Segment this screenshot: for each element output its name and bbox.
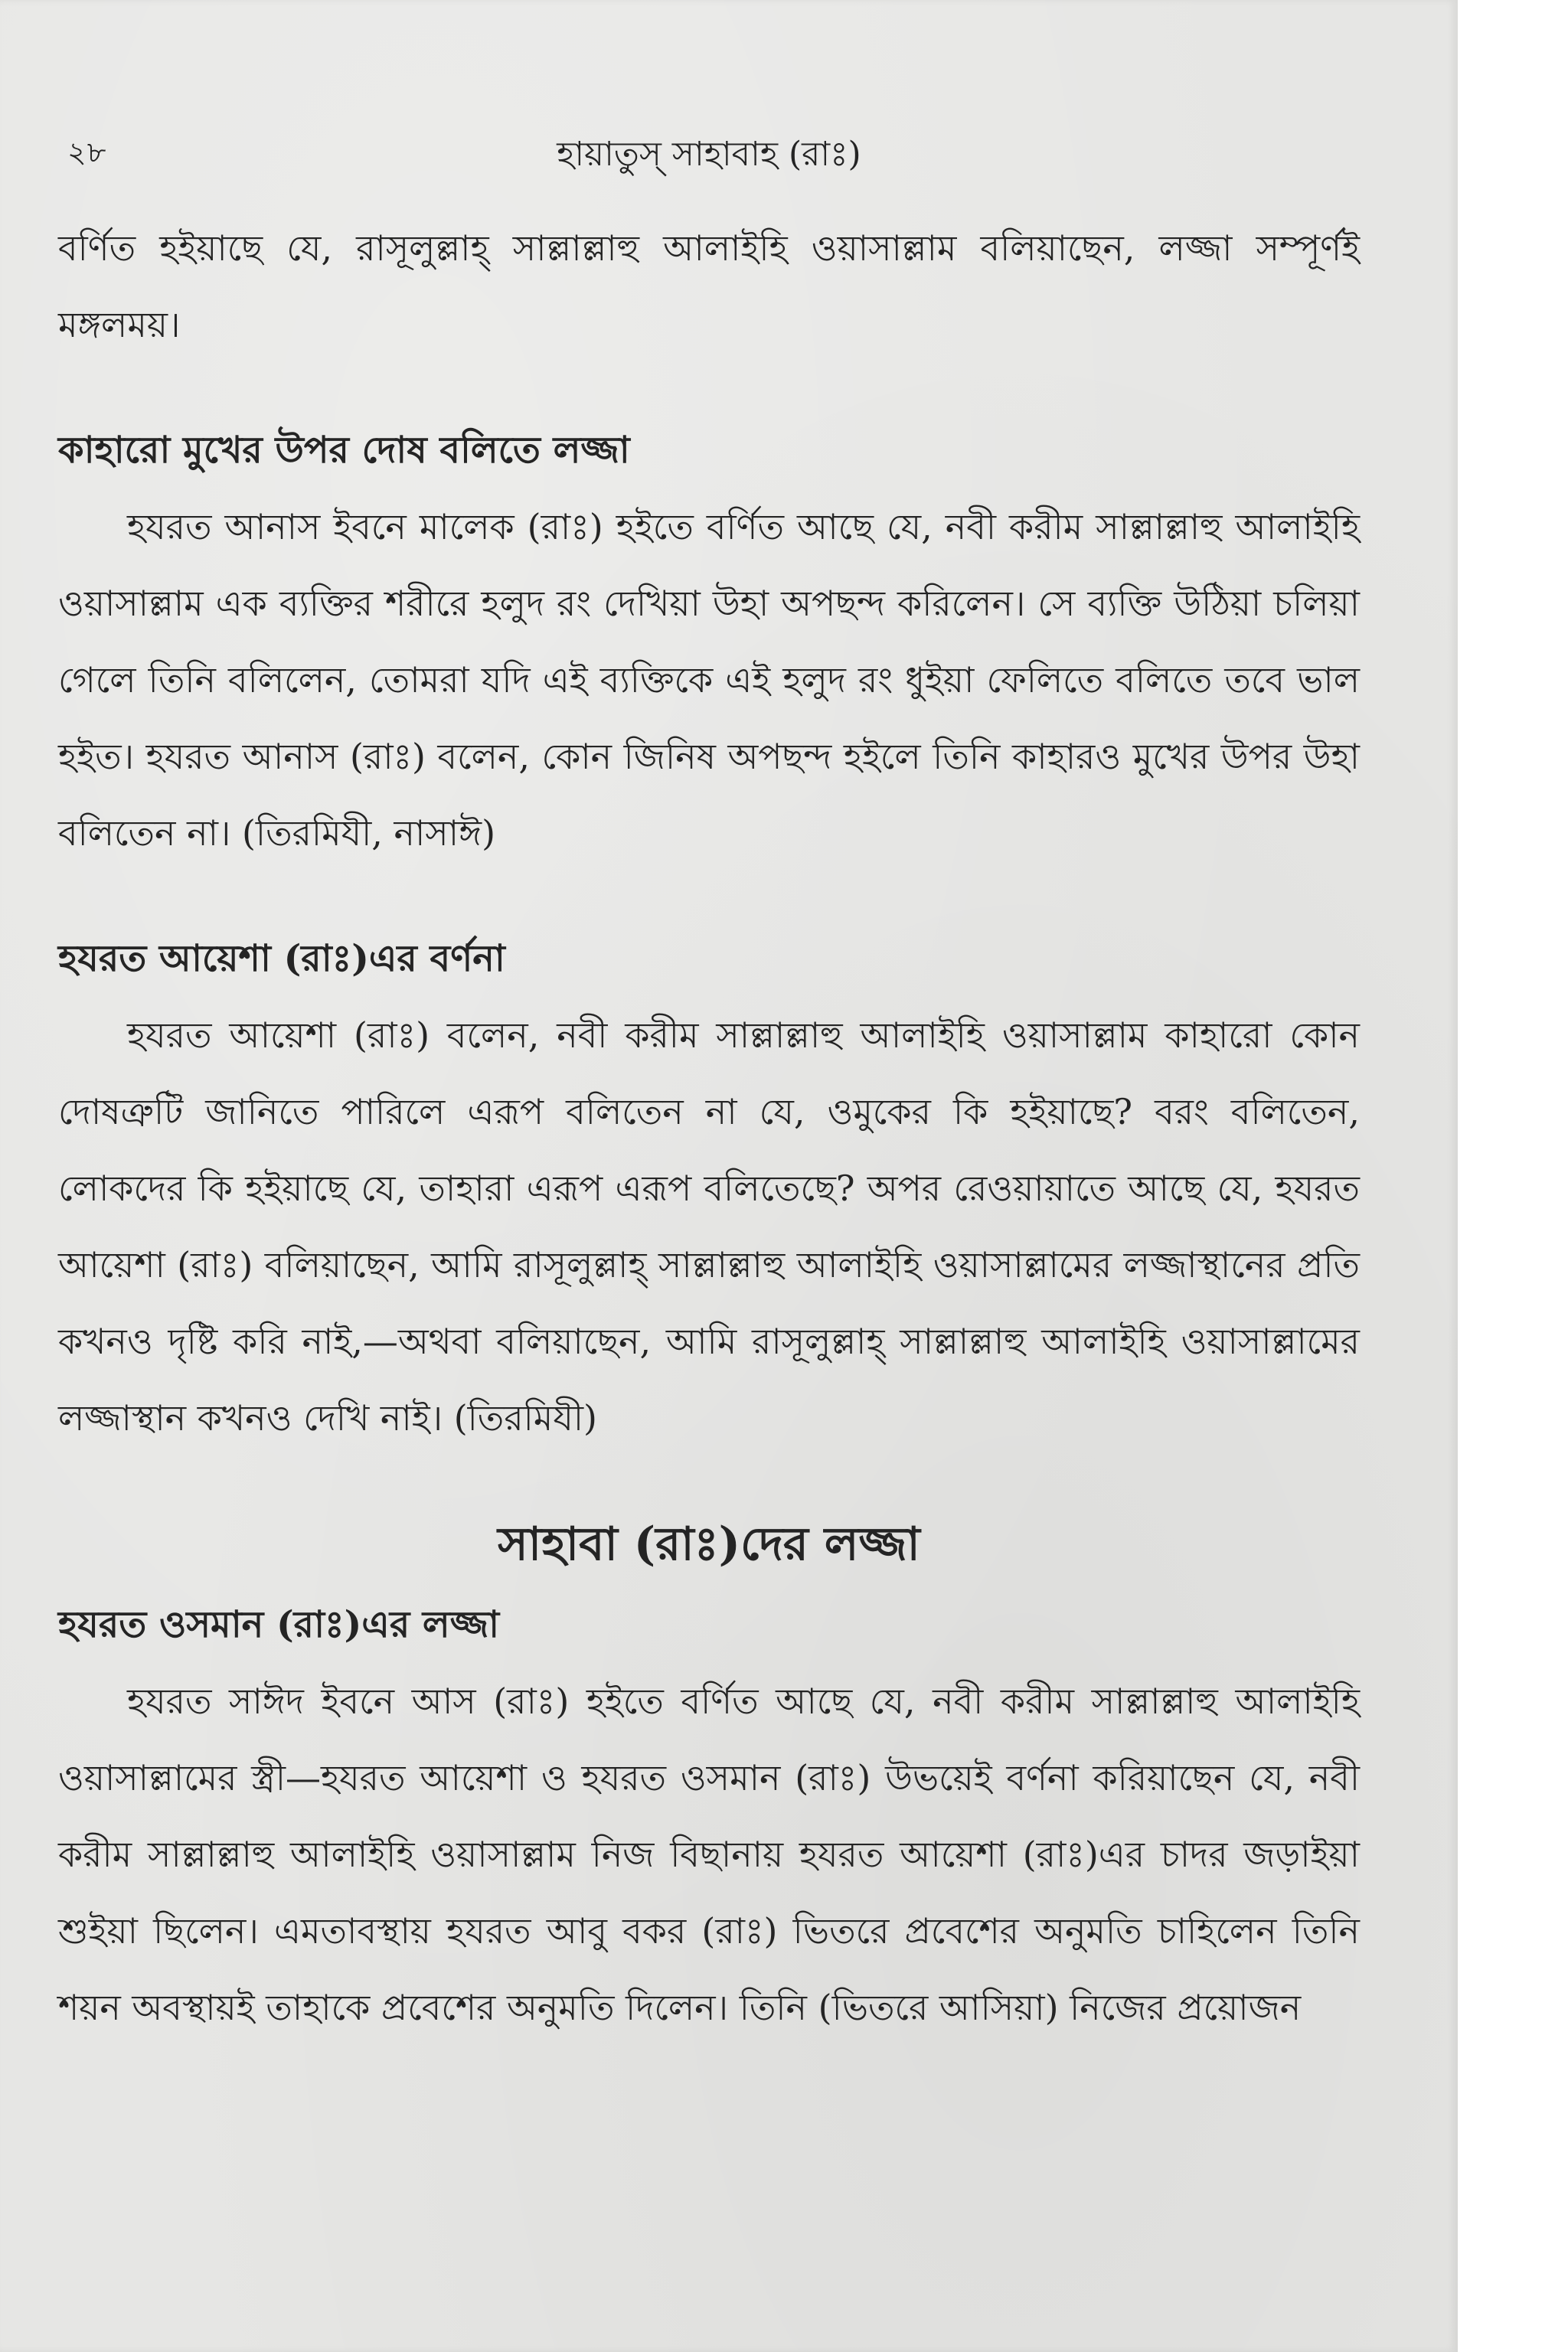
intro-paragraph: বর্ণিত হইয়াছে যে, রাসূলুল্লাহ্ সাল্লাল্লাহু আলাইহি ওয়াসাল্লাম বলিয়াছেন, লজ্জা সম্পূর্ণই মঙ্গলময়।: [58, 227, 1360, 345]
section-heading-osman: হযরত ওসমান (রাঃ)এর লজ্জা: [58, 1603, 499, 1646]
page-content: [58, 115, 1360, 2046]
section-heading-faults: কাহারো মুখের উপর দোষ বলিতে লজ্জা: [58, 429, 630, 472]
page-number: ২৮: [67, 136, 107, 169]
paragraph-osman: হযরত সাঈদ ইবনে আস (রাঃ) হইতে বর্ণিত আছে যে, নবী করীম সাল্লাল্লাহু আলাইহি ওয়াসাল্লামের স্ত্রী—হযরত আয়েশা ও হযরত ওসমান (রাঃ) উভয়েই বর্ণনা করিয়াছেন যে, নবী করীম সাল্লাল্লাহু আলাইহি ওয়াসাল্লাম নিজ বিছানায় হযরত আয়েশা (রাঃ)এর চাদর জড়াইয়া শুইয়া ছিলেন। এমতাবস্থায় হযরত আবু বকর (রাঃ) ভিতরে প্রবেশের অনুমতি চাহিলেন তিনি শয়ন অবস্থায়ই তাহাকে প্রবেশের অনুমতি দিলেন। তিনি (ভিতরে আসিয়া) নিজের প্রয়োজন: [58, 1681, 1360, 2028]
section-heading-ayesha: হযরত আয়েশা (রাঃ)এর বর্ণনা: [58, 937, 505, 980]
chapter-heading: সাহাবা (রাঃ)দের লজ্জা: [498, 1517, 920, 1571]
running-title: হায়াতুস্ সাহাবাহ (রাঃ): [557, 135, 861, 174]
paragraph-anas: হযরত আনাস ইবনে মালেক (রাঃ) হইতে বর্ণিত আছে যে, নবী করীম সাল্লাল্লাহু আলাইহি ওয়াসাল্লাম এক ব্যক্তির শরীরে হলুদ রং দেখিয়া উহা অপছন্দ করিলেন। সে ব্যক্তি উঠিয়া চলিয়া গেলে তিনি বলিলেন, তোমরা যদি এই ব্যক্তিকে এই হলুদ রং ধুইয়া ফেলিতে বলিতে তবে ভাল হইত। হযরত আনাস (রাঃ) বলেন, কোন জিনিষ অপছন্দ হইলে তিনি কাহারও মুখের উপর উহা বলিতেন না। (তিরমিযী, নাসাঈ): [58, 506, 1360, 854]
paragraph-ayesha: হযরত আয়েশা (রাঃ) বলেন, নবী করীম সাল্লাল্লাহু আলাইহি ওয়াসাল্লাম কাহারো কোন দোষত্রুটি জানিতে পারিলে এরূপ বলিতেন না যে, ওমুকের কি হইয়াছে? বরং বলিতেন, লোকদের কি হইয়াছে যে, তাহারা এরূপ এরূপ বলিতেছে? অপর রেওয়ায়াতে আছে যে, হযরত আয়েশা (রাঃ) বলিয়াছেন, আমি রাসূলুল্লাহ্ সাল্লাল্লাহু আলাইহি ওয়াসাল্লামের লজ্জাস্থানের প্রতি কখনও দৃষ্টি করি নাই,—অথবা বলিয়াছেন, আমি রাসূলুল্লাহ্ সাল্লাল্লাহু আলাইহি ওয়াসাল্লামের লজ্জাস্থান কখনও দেখি নাই। (তিরমিযী): [58, 1014, 1360, 1439]
running-header: [58, 115, 1360, 176]
